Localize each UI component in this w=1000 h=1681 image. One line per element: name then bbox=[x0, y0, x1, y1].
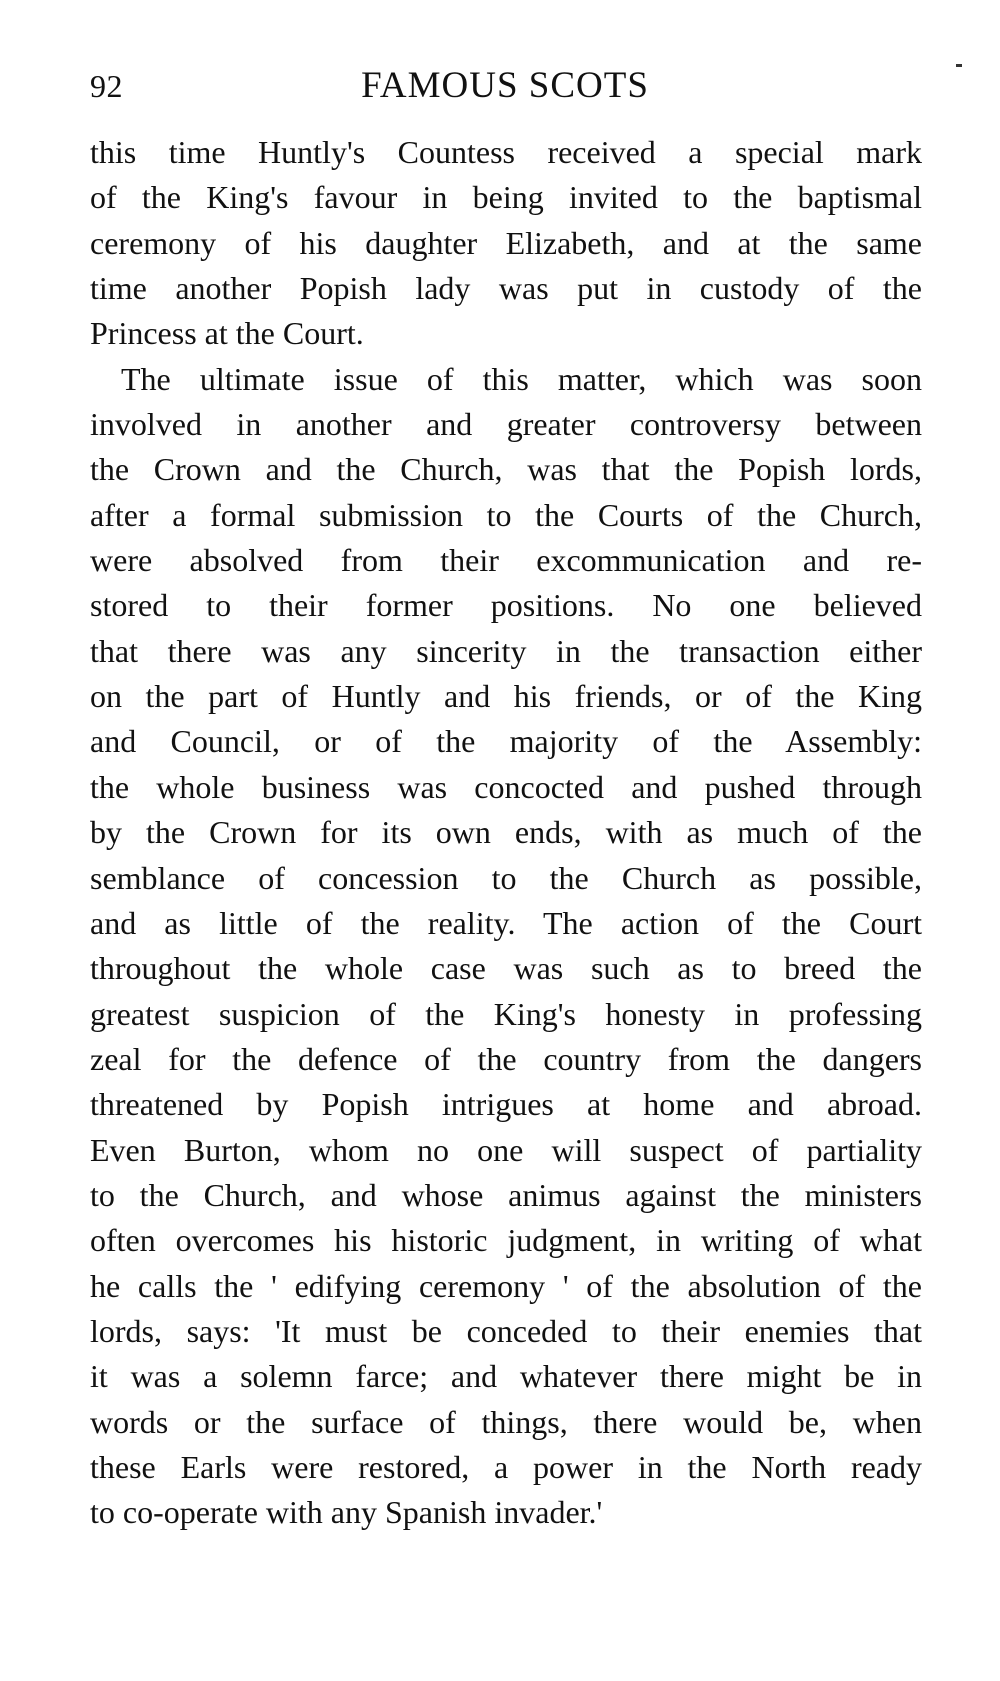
text-line: he calls the ' edifying ceremony ' of the absolution of the bbox=[90, 1267, 922, 1304]
page-header bbox=[90, 62, 920, 112]
text-line: the whole business was concocted and pushed through bbox=[90, 768, 922, 805]
running-title: FAMOUS SCOTS bbox=[361, 65, 649, 106]
text-line: threatened by Popish intrigues at home and abroad. bbox=[90, 1086, 922, 1123]
text-line: were absolved from their excommunication and re- bbox=[90, 542, 922, 579]
text-line: the Crown and the Church, was that the Popish lords, bbox=[90, 451, 922, 488]
text-line: it was a solemn farce; and whatever there might be in bbox=[90, 1358, 922, 1395]
text-line: on the part of Huntly and his friends, or of the King bbox=[90, 678, 922, 715]
text-line: time another Popish lady was put in custody of the bbox=[90, 270, 922, 307]
text-line: by the Crown for its own ends, with as much of the bbox=[90, 814, 922, 851]
text-line: these Earls were restored, a power in the North ready bbox=[90, 1448, 922, 1485]
text-line: of the King's favour in being invited to the baptismal bbox=[90, 179, 922, 216]
text-line: and Council, or of the majority of the Assembly: bbox=[90, 723, 922, 760]
text-line: to the Church, and whose animus against the ministers bbox=[90, 1176, 922, 1213]
text-line: The ultimate issue of this matter, which was soon bbox=[121, 360, 922, 397]
text-line: semblance of concession to the Church as possible, bbox=[90, 859, 922, 896]
text-line: involved in another and greater controversy between bbox=[90, 406, 922, 443]
text-line: Even Burton, whom no one will suspect of partiality bbox=[90, 1131, 922, 1168]
page-number: 92 bbox=[90, 68, 123, 104]
ink-speck bbox=[956, 64, 962, 67]
body-text bbox=[90, 130, 922, 1536]
text-line: to co-operate with any Spanish invader.' bbox=[90, 1494, 603, 1531]
text-line: Princess at the Court. bbox=[90, 315, 364, 352]
text-line: and as little of the reality. The action of the Court bbox=[90, 904, 922, 941]
text-line: throughout the whole case was such as to breed the bbox=[90, 950, 922, 987]
text-line: lords, says: 'It must be conceded to their enemies that bbox=[90, 1312, 922, 1349]
text-line: after a formal submission to the Courts of the Church, bbox=[90, 496, 922, 533]
text-line: greatest suspicion of the King's honesty in professing bbox=[90, 995, 922, 1032]
text-line: often overcomes his historic judgment, in writing of what bbox=[90, 1222, 922, 1259]
text-line: this time Huntly's Countess received a special mark bbox=[90, 134, 922, 170]
text-line: words or the surface of things, there would be, when bbox=[90, 1403, 922, 1440]
text-line: stored to their former positions. No one believed bbox=[90, 587, 922, 624]
text-line: that there was any sincerity in the transaction either bbox=[90, 632, 922, 669]
text-line: zeal for the defence of the country from the dangers bbox=[90, 1040, 922, 1077]
text-line: ceremony of his daughter Elizabeth, and at the same bbox=[90, 224, 922, 261]
